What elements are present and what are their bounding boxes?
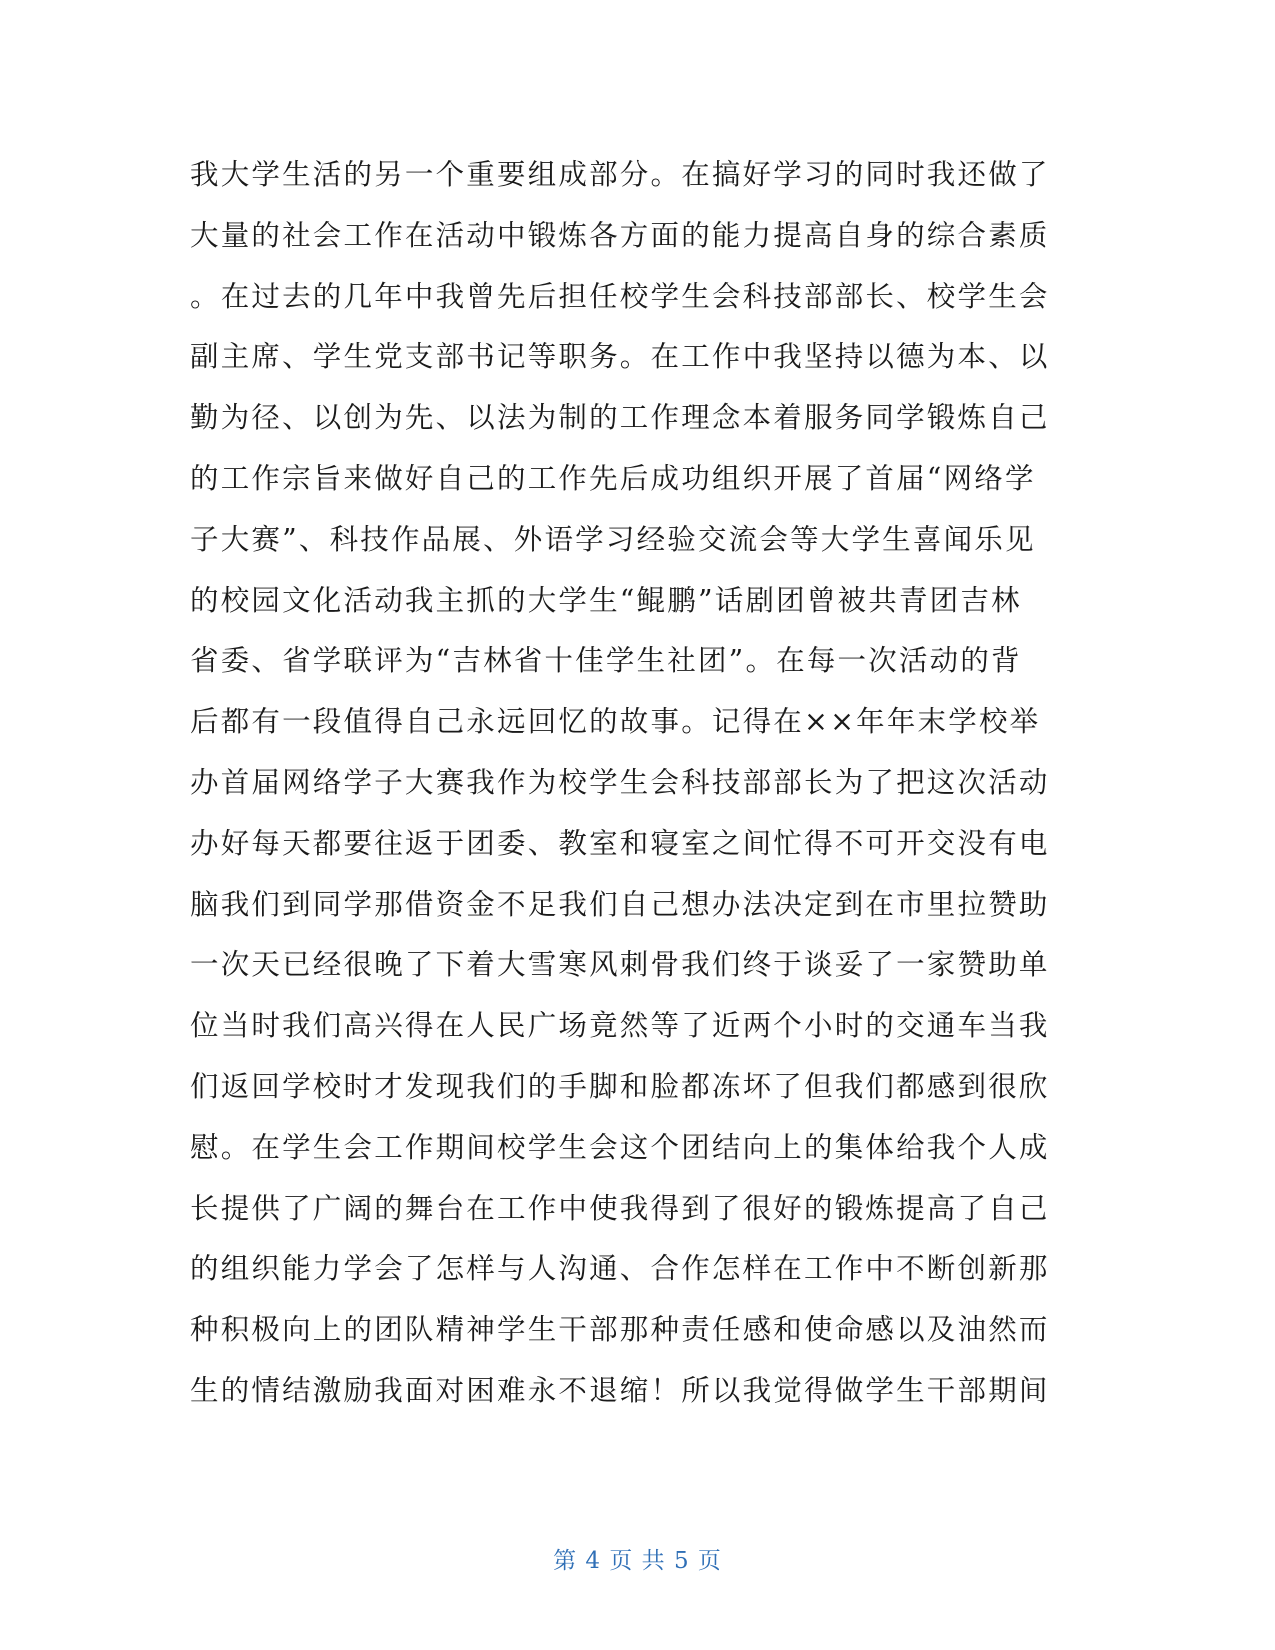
text-line: 的工作宗旨来做好自己的工作先后成功组织开展了首届“网络学 xyxy=(190,461,1036,495)
text-line: 省委、省学联评为“吉林省十佳学生社团”。在每一次活动的背 xyxy=(190,644,1022,678)
text-line: 勤为径、以创为先、以法为制的工作理念本着服务同学锻炼自己 xyxy=(190,401,1050,435)
text-line: 脑我们到同学那借资金不足我们自己想办法决定到在市里拉赞助 xyxy=(190,887,1050,921)
text-line: 长提供了广阔的舞台在工作中使我得到了很好的锻炼提高了自己 xyxy=(190,1191,1050,1225)
text-line: 生的情结激励我面对困难永不退缩！所以我觉得做学生干部期间 xyxy=(190,1373,1050,1407)
text-line: 位当时我们高兴得在人民广场竟然等了近两个小时的交通车当我 xyxy=(190,1009,1050,1043)
page-number-label: 第 4 页 共 5 页 xyxy=(553,1548,722,1574)
text-line: 副主席、学生党支部书记等职务。在工作中我坚持以德为本、以 xyxy=(190,340,1050,374)
text-line: 的校园文化活动我主抓的大学生“鲲鹏”话剧团曾被共青团吉林 xyxy=(190,583,1022,617)
text-line: 一次天已经很晚了下着大雪寒风刺骨我们终于谈妥了一家赞助单 xyxy=(190,948,1050,982)
body-text xyxy=(190,145,1070,1422)
text-line: 。在过去的几年中我曾先后担任校学生会科技部部长、校学生会 xyxy=(190,279,1050,313)
text-line: 大量的社会工作在活动中锻炼各方面的能力提高自身的综合素质 xyxy=(190,218,1050,252)
text-line: 的组织能力学会了怎样与人沟通、合作怎样在工作中不断创新那 xyxy=(190,1252,1050,1286)
text-line: 办好每天都要往返于团委、教室和寝室之间忙得不可开交没有电 xyxy=(190,826,1050,860)
text-line: 子大赛”、科技作品展、外语学习经验交流会等大学生喜闻乐见 xyxy=(190,522,1036,556)
text-line: 我大学生活的另一个重要组成部分。在搞好学习的同时我还做了 xyxy=(190,158,1050,191)
text-line: 们返回学校时才发现我们的手脚和脸都冻坏了但我们都感到很欣 xyxy=(190,1069,1050,1103)
text-line: 种积极向上的团队精神学生干部那种责任感和使命感以及油然而 xyxy=(190,1313,1050,1347)
text-line: 慰。在学生会工作期间校学生会这个团结向上的集体给我个人成 xyxy=(190,1130,1050,1164)
text-line: 办首届网络学子大赛我作为校学生会科技部部长为了把这次活动 xyxy=(190,765,1050,799)
text-line: 后都有一段值得自己永远回忆的故事。记得在××年年末学校举 xyxy=(190,705,1041,739)
page-footer xyxy=(0,1542,1275,1575)
